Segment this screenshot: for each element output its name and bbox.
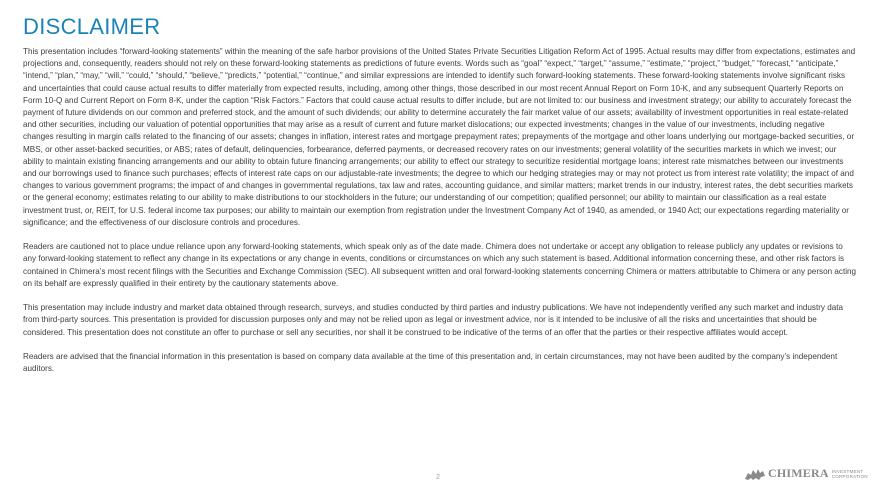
paragraph-market-data: This presentation may include industry and market data obtained through research, surveys, and studies conducted by third parties and industry publications. We have not independently verified any such market and industry data from third-party sources. This presentation is provided for discussion purposes only and may not be relied upon as legal or investment advice, nor is it intended to be inclusive of all the risks and uncertainties that should be considered. This presentation does not constitute an offer to purchase or sell any securities, nor shall it be construed to be indicative of the terms of an offer that the parties or their respective affiliates would accept. bbox=[23, 303, 844, 337]
logo-name: CHIMERA bbox=[768, 466, 829, 480]
disclaimer-body bbox=[23, 46, 857, 388]
paragraph-financial-info: Readers are advised that the financial information in this presentation is based on company data available at the time of this presentation and, in certain circumstances, may not have been audited by the company’s independent auditors. bbox=[23, 352, 838, 374]
logo-sub-line-1: INVESTMENT bbox=[831, 468, 864, 474]
page-number: 2 bbox=[436, 474, 440, 481]
logo-subtitle bbox=[832, 469, 868, 479]
company-logo bbox=[744, 466, 868, 481]
paragraph-forward-looking: This presentation includes “forward-looking statements” within the meaning of the safe harbor provisions of the United States Private Securities Litigation Reform Act of 1995. Actual results may differ from expectations, estimates and projections and, consequently, readers should not rely on these forward-looking statements as predictions of future events. Words such as “goal” “expect,” “target,” “assume,” “estimate,” “project,” “budget,” “forecast,” “anticipate,” “intend,” “plan,” “may,” “will,” “could,” “should,” “believe,” “predicts,” “potential,” “continue,” and similar expressions are intended to identify such forward-looking statements. These forward-looking statements involve significant risks and uncertainties that could cause actual results to differ materially from expected results, including, among other things, those described in our most recent Annual Report on Form 10-K, and any subsequent Quarterly Reports on Form 10-Q and Current Report on Form 8-K, under the caption “Risk Factors.” Factors that could cause actual results to differ include, but are not limited to: our business and investment strategy; our ability to accurately forecast the payment of future dividends on our common and preferred stock, and the amount of such dividends; our ability to determine accurately the fair market value of our assets; availability of investment opportunities in real estate-related and other securities, including our valuation of potential opportunities that may arise as a result of current and future market dislocations; our expected investments; changes in the value of our investments, including negative changes resulting in margin calls related to the financing of our assets; changes in inflation, interest rates and mortgage prepayment rates; prepayments of the mortgage and other loans underlying our mortgage-backed securities, or MBS, or other asset-backed securities, or ABS; rates of default, delinquencies, forbearance, deferred payments, or decreased recovery rates on our investments; general volatility of the securities markets in which we invest; our ability to maintain existing financing arrangements and our ability to obtain future financing arrangements; our ability to effect our strategy to securitize residential mortgage loans; interest rate mismatches between our investments and our borrowings used to finance such purchases; effects of interest rate caps on our adjustable-rate investments; the degree to which our hedging strategies may or may not protect us from interest rate volatility; the impact of and changes to various government programs; the impact of and changes in governmental regulations, tax law and rates, accounting guidance, and similar matters; market trends in our industry, interest rates, the debt securities markets or the general economy; estimates relating to our ability to make distributions to our stockholders in the future; our understanding of our competition; qualified personnel; our ability to maintain our classification as a real estate investment trust, or, REIT, for U.S. federal income tax purposes; our ability to maintain our exemption from registration under the Investment Company Act of 1940, as amended, or 1940 Act; our expectations regarding materiality or significance; and the effectiveness of our disclosure controls and procedures. bbox=[23, 47, 856, 227]
paragraph-reliance: Readers are cautioned not to place undue reliance upon any forward-looking statements, which speak only as of the date made. Chimera does not undertake or accept any obligation to release publicly any updates or revisions to any forward-looking statement to reflect any change in its expectations or any change in events, conditions or circumstances on which any such statement is based. Additional information concerning these, and other risk factors is contained in Chimera’s most recent filings with the Securities and Exchange Commission (SEC). All subsequent written and oral forward-looking statements concerning Chimera or matters attributable to Chimera or any person acting on its behalf are expressly qualified in their entirety by the cautionary statements above. bbox=[23, 242, 857, 288]
logo-sub-line-2: CORPORATION bbox=[831, 473, 868, 479]
page-title: DISCLAIMER bbox=[23, 14, 161, 39]
chimera-lion-icon bbox=[744, 467, 766, 481]
